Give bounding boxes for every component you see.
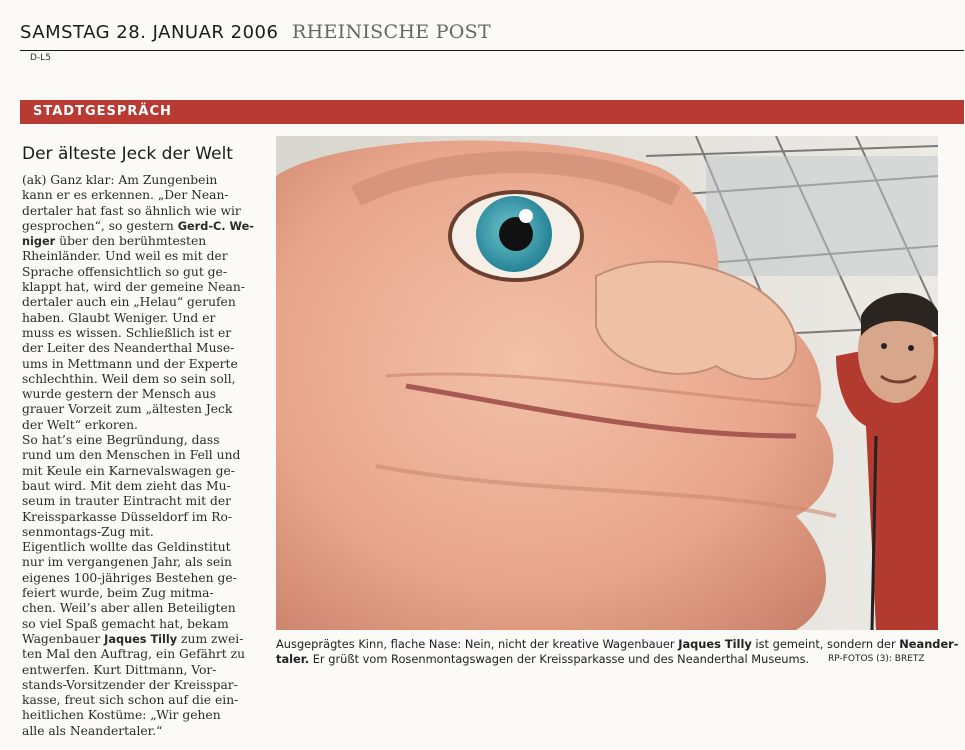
masthead-rule	[20, 50, 964, 51]
text-run: nur im vergangenen Jahr, als sein	[22, 555, 232, 570]
text-run: schlechthin. Weil dem so sein soll,	[22, 371, 236, 386]
text-run: der Leiter des Neanderthal Muse-	[22, 341, 235, 356]
text-run: grauer Vorzeit zum „ältesten Jeck	[22, 402, 233, 417]
article-line	[22, 295, 266, 310]
text-run: ums in Mettmann und der Experte	[22, 356, 238, 371]
text-run: der Welt“ erkoren.	[22, 417, 138, 432]
text-run: zum zwei-	[177, 631, 244, 646]
newspaper-name: RHEINISCHE POST	[292, 21, 491, 43]
section-banner	[20, 100, 964, 124]
article-line	[22, 693, 266, 708]
article-line	[22, 433, 266, 448]
text-run: eigenes 100-jähriges Bestehen ge-	[22, 570, 237, 585]
article-line	[22, 341, 266, 356]
article-line	[22, 249, 266, 264]
article-line	[22, 234, 266, 249]
masthead	[20, 18, 965, 50]
text-run: Wagenbauer	[22, 631, 105, 646]
text-run: Sprache offensichtlich so gut ge-	[22, 264, 227, 279]
article-line	[22, 280, 266, 295]
article-line	[22, 326, 266, 341]
text-run: Rheinländer. Und weil es mit der	[22, 249, 228, 264]
article-line	[22, 418, 266, 433]
article-line	[22, 357, 266, 372]
article-line	[22, 540, 266, 555]
text-run: Ausgeprägtes Kinn, flache Nase: Nein, nicht der kreative Wagenbauer	[276, 637, 679, 651]
article-line	[22, 219, 266, 234]
photo-credit: RP-FOTOS (3): BRETZ	[828, 654, 925, 664]
bold-name: taler.	[276, 652, 310, 666]
article-line	[22, 571, 266, 586]
article-line	[22, 632, 266, 647]
article-line	[22, 479, 266, 494]
article-line	[22, 387, 266, 402]
issue-date: SAMSTAG 28. JANUAR 2006	[20, 22, 279, 43]
article-line	[22, 464, 266, 479]
bold-name: Neander-	[899, 637, 959, 651]
article-body	[22, 173, 266, 739]
text-run: kasse, freut sich schon auf die ein-	[22, 693, 239, 708]
text-run: über den berühmtesten	[55, 234, 207, 249]
carnival-figure-photo	[276, 136, 938, 630]
text-run: feiert wurde, beim Zug mitma-	[22, 586, 214, 601]
text-run: gesprochen“, so gestern	[22, 218, 178, 233]
text-run: senmontags-Zug mit.	[22, 524, 154, 539]
article-line	[22, 173, 266, 188]
article-line	[22, 678, 266, 693]
text-run: Eigentlich wollte das Geldinstitut	[22, 540, 231, 555]
text-run: heitlichen Kostüme: „Wir gehen	[22, 708, 221, 723]
text-run: muss es wissen. Schließlich ist er	[22, 325, 232, 340]
article-line	[22, 617, 266, 632]
article-line	[22, 510, 266, 525]
bold-name: Jaques Tilly	[678, 637, 752, 651]
article-line	[22, 708, 266, 723]
article-line	[22, 311, 266, 326]
text-run: dertaler auch ein „Helau“ gerufen	[22, 295, 236, 310]
article-line	[22, 494, 266, 509]
text-run: kann er es erkennen. „Der Nean-	[22, 188, 229, 203]
text-run: alle als Neandertaler.“	[22, 723, 163, 738]
article-line	[22, 724, 266, 739]
text-run: wurde gestern der Mensch aus	[22, 387, 217, 402]
article-line	[22, 372, 266, 387]
section-label: STADTGESPRÄCH	[33, 104, 172, 119]
text-run: (ak) Ganz klar: Am Zungenbein	[22, 173, 218, 187]
article-line	[22, 204, 266, 219]
text-run: so viel Spaß gemacht hat, bekam	[22, 616, 229, 631]
edition-code: D-L5	[30, 53, 51, 63]
article-line	[22, 601, 266, 616]
article-line	[22, 448, 266, 463]
text-run: ten Mal den Auftrag, ein Gefährt zu	[22, 647, 246, 662]
caption-line	[276, 637, 959, 652]
text-run: mit Keule ein Karnevalswagen ge-	[22, 463, 235, 478]
article-line	[22, 586, 266, 601]
article-line	[22, 663, 266, 678]
text-run: haben. Glaubt Weniger. Und er	[22, 310, 216, 325]
bold-name: Gerd-C. We-	[177, 219, 254, 233]
news-photo	[276, 136, 938, 630]
text-run: So hat’s eine Begründung, dass	[22, 433, 220, 448]
text-run: ist gemeint, sondern der	[751, 637, 900, 651]
article-line	[22, 402, 266, 417]
text-run: baut wird. Mit dem zieht das Mu-	[22, 478, 231, 493]
article-headline: Der älteste Jeck der Welt	[22, 144, 233, 164]
text-run: Kreissparkasse Düsseldorf im Ro-	[22, 509, 233, 524]
text-run: chen. Weil’s aber allen Beteiligten	[22, 601, 236, 616]
article-line	[22, 647, 266, 662]
article-line	[22, 265, 266, 280]
article-line	[22, 525, 266, 540]
text-run: seum in trauter Eintracht mit der	[22, 494, 232, 509]
article-line	[22, 188, 266, 203]
text-run: entwerfen. Kurt Dittmann, Vor-	[22, 662, 217, 677]
text-run: rund um den Menschen in Fell und	[22, 448, 241, 463]
bold-name: Jaques Tilly	[104, 632, 178, 646]
text-run: dertaler hat fast so ähnlich wie wir	[22, 203, 241, 218]
text-run: Er grüßt vom Rosenmontagswagen der Kreissparkasse und des Neanderthal Museums.	[309, 652, 810, 666]
text-run: klappt hat, wird der gemeine Nean-	[22, 280, 245, 295]
article-line	[22, 555, 266, 570]
text-run: stands-Vorsitzender der Kreisspar-	[22, 677, 238, 692]
bold-name: niger	[22, 235, 56, 249]
